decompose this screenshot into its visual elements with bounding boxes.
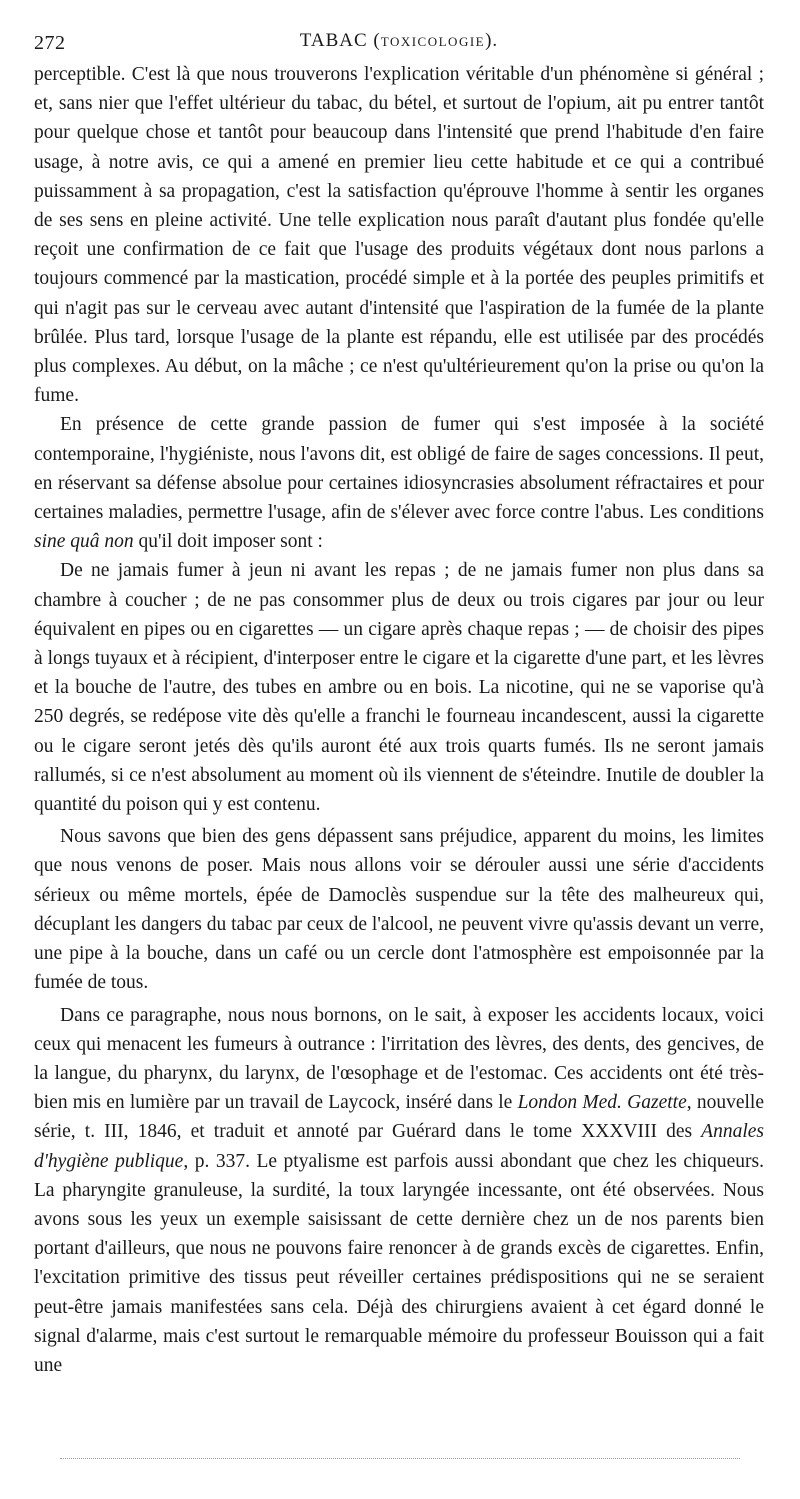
paragraph-2 bbox=[34, 410, 764, 556]
footer-dotted-rule bbox=[60, 1458, 740, 1459]
running-title-main: TABAC ( bbox=[299, 30, 381, 51]
running-title bbox=[34, 30, 764, 52]
page-number: 272 bbox=[34, 32, 66, 54]
paragraph-5 bbox=[34, 1001, 764, 1381]
paragraph-5-text-a: Dans ce paragraphe, nous nous bornons, on le sait, à exposer les accidents locaux, voici ceux qui menacent les fumeurs à outrance : l'irritation des lèvres, des dents, des gencives, de la langue, du pharynx, du larynx, de l'œsophage et de l'estomac. Ces accidents ont été très-bien mis en lumière par un travail de Laycock, inséré dans le bbox=[34, 1004, 764, 1114]
paragraph-1: perceptible. C'est là que nous trouverons l'explication véritable d'un phénomène si général ; et, sans nier que l'effet ultérieur du tabac, du bétel, et surtout de l'opium, ait pu entrer tantôt pour quelque chose et tantôt pour beaucoup dans l'intensité que prend l'habitude d'en faire usage, à notre avis, ce qui a amené en premier lieu cette habitude et ce qui a contribué puissamment à sa propagation, c'est la satisfaction qu'éprouve l'homme à sentir les organes de ses sens en pleine activité. Une telle explication nous paraît d'autant plus fondée qu'elle reçoit une confirmation de ce fait que l'usage des produits végétaux dont nous parlons a toujours commencé par la mastication, procédé simple et à la portée des peuples primitifs et qui n'agit pas sur le cerveau avec autant d'intensité que l'aspiration de la fumée de la plante brûlée. Plus tard, lorsque l'usage de la plante est répandu, elle est utilisée par des procédés plus complexes. Au début, on la mâche ; ce n'est qu'ultérieurement qu'on la prise ou qu'on la fume. bbox=[34, 64, 764, 407]
paragraph-2-text-a: En présence de cette grande passion de fumer qui s'est imposée à la société contemporaine, l'hygiéniste, nous l'avons dit, est obligé de faire de sages concessions. Il peut, en réservant sa défense absolue pour certaines idiosyncrasies absolument réfractaires et pour certaines maladies, permettre l'usage, afin de s'élever avec force contre l'abus. Les conditions bbox=[34, 414, 764, 524]
paragraph-3: De ne jamais fumer à jeun ni avant les repas ; de ne jamais fumer non plus dans sa chambre à coucher ; de ne pas consommer plus de deux ou trois cigares par jour ou leur équivalent en pipes ou en cigarettes — un cigare après chaque repas ; — de choisir des pipes à longs tuyaux et à récipient, d'interposer entre le cigare et la cigarette d'une part, et les lèvres et la bouche de l'autre, des tubes en ambre ou en bois. La nicotine, qui ne se vaporise qu'à 250 degrés, se redépose vite dès qu'elle a franchi le fourneau incandescent, aussi la cigarette ou le cigare seront jetés dès qu'ils auront été aux trois quarts fumés. Ils ne seront jamais rallumés, si ce n'est absolument au moment où ils viennent de s'éteindre. Inutile de doubler la quantité du poison qui y est contenu. bbox=[34, 560, 764, 816]
paragraph-2-italic: sine quâ non bbox=[34, 531, 134, 553]
paragraph-5-italic-annales: Annales d'hygiène publique bbox=[34, 1121, 764, 1172]
running-title-end: ). bbox=[485, 30, 499, 51]
paragraph-5-text-b: , nouvelle série, t. III, 1846, et traduit et annoté par Guérard dans le tome XXXVIII des bbox=[34, 1092, 764, 1143]
running-head bbox=[34, 30, 764, 58]
paragraph-2-text-b: qu'il doit imposer sont : bbox=[133, 531, 323, 553]
paragraph-4: Nous savons que bien des gens dépassent sans préjudice, apparent du moins, les limites que nous venons de poser. Mais nous allons voir se dérouler aussi une série d'accidents sérieux ou même mortels, épée de Damoclès suspendue sur la tête des malheureux qui, décuplant les dangers du tabac par ceux de l'alcool, ne peuvent vivre qu'assis devant un verre, une pipe à la bouche, dans un café ou un cercle dont l'atmosphère est empoisonnée par la fumée de tous. bbox=[34, 826, 764, 994]
body-text bbox=[34, 60, 764, 1380]
paragraph-5-italic-journal: London Med. Gazette bbox=[517, 1092, 687, 1114]
paragraph-5-text-c: , p. 337. Le ptyalisme est parfois aussi abondant que chez les chiqueurs. La pharyngite granuleuse, la surdité, la toux laryngée incessante, ont été observées. Nous avons sous les yeux un exemple saisissant de cette dernière chez un de nos parents bien portant d'ailleurs, que nous ne pouvons faire renoncer à de grands excès de cigarettes. Enfin, l'excitation primitive des tissus peut réveiller certaines prédispositions qui ne se seraient peut-être jamais manifestées sans cela. Déjà des chirurgiens avaient à cet égard donné le signal d'alarme, mais c'est surtout le remarquable mémoire du professeur Bouisson qui a fait une bbox=[34, 1150, 765, 1376]
running-title-sub: TOXICOLOGIE bbox=[380, 34, 486, 49]
